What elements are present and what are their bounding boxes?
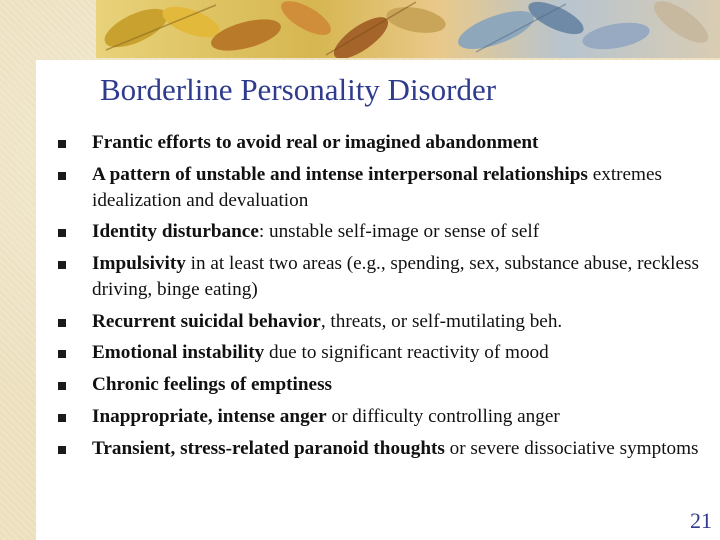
- bullet-bold-text: A pattern of unstable and intense interpersonal relationships: [92, 163, 588, 185]
- bullet-item: [58, 436, 708, 462]
- bullet-text: extremes idealization and devaluation: [92, 163, 662, 211]
- bullet-bold-text: Inappropriate, intense anger: [92, 405, 327, 427]
- bullet-bold-text: Recurrent suicidal behavior: [92, 310, 321, 332]
- square-bullet-icon: [58, 261, 66, 269]
- bullet-text: : unstable self-image or sense of self: [258, 221, 540, 243]
- square-bullet-icon: [58, 229, 66, 237]
- square-bullet-icon: [58, 382, 66, 390]
- square-bullet-icon: [58, 172, 66, 180]
- bullet-bold-text: Identity disturbance: [92, 221, 259, 243]
- square-bullet-icon: [58, 350, 66, 358]
- bullet-item: [58, 372, 708, 398]
- square-bullet-icon: [58, 446, 66, 454]
- bullet-item: [58, 162, 708, 214]
- bullet-item: [58, 219, 708, 245]
- bullet-text: due to significant reactivity of mood: [264, 342, 549, 364]
- bullet-item: [58, 130, 708, 156]
- square-bullet-icon: [58, 414, 66, 422]
- bullet-text: or difficulty controlling anger: [326, 405, 560, 427]
- slide-title: Borderline Personality Disorder: [100, 72, 497, 107]
- square-bullet-icon: [58, 140, 66, 148]
- bullet-item: [58, 251, 708, 303]
- bullet-text: , threats, or self-mutilating beh.: [320, 310, 563, 332]
- bullet-bold-text: Frantic efforts to avoid real or imagined abandonment: [92, 132, 539, 153]
- bullet-item: [58, 340, 708, 366]
- bullet-bold-text: Emotional instability: [92, 342, 265, 364]
- bullet-item: [58, 309, 708, 335]
- bullet-bold-text: Chronic feelings of emptiness: [92, 374, 333, 396]
- bullet-list: [58, 130, 708, 467]
- bullet-bold-text: Impulsivity: [92, 253, 186, 275]
- square-bullet-icon: [58, 319, 66, 327]
- bullet-text: in at least two areas (e.g., spending, sex, substance abuse, reckless driving, binge eating): [92, 253, 699, 301]
- bullet-item: [58, 404, 708, 430]
- autumn-leaves-banner: [96, 0, 720, 58]
- bullet-bold-text: Transient, stress-related paranoid thoughts: [92, 437, 445, 459]
- page-number: 21: [690, 508, 712, 533]
- bullet-text: or severe dissociative symptoms: [444, 437, 699, 459]
